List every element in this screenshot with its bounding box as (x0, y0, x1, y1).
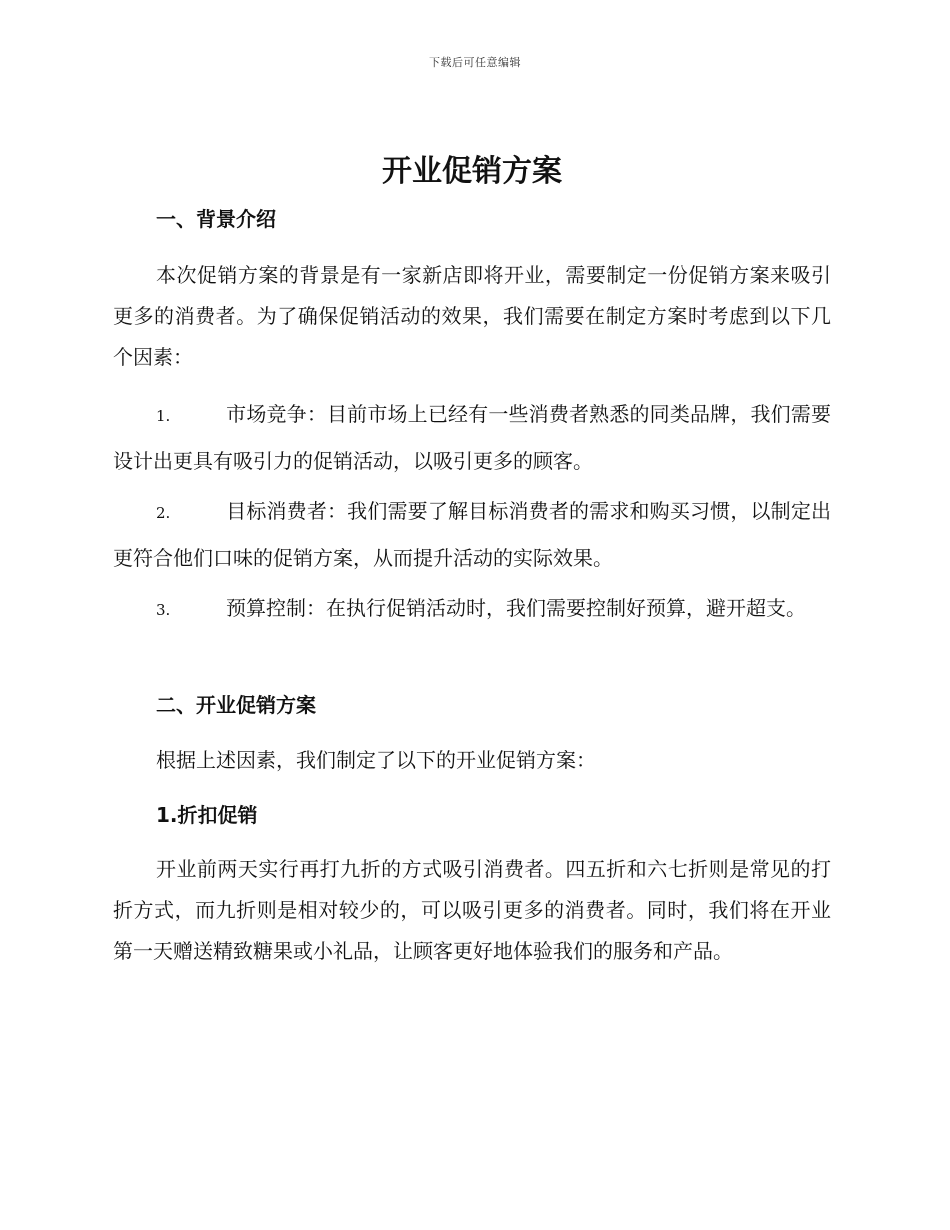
section-heading-background: 一、背景介绍 (156, 207, 276, 231)
document-title: 开业促销方案 (382, 154, 562, 189)
list-number: 1. (156, 407, 171, 425)
list-number: 2. (156, 504, 171, 522)
promotion-plan-intro: 根据上述因素，我们制定了以下的开业促销方案： (156, 748, 596, 772)
list-item-target-consumers (113, 489, 831, 581)
list-item-budget-control (113, 586, 831, 633)
discount-paragraph: 开业前两天实行再打九折的方式吸引消费者。四五折和六七折则是常见的打折方式，而九折则是相对较少的，可以吸引更多的消费者。同时，我们将在开业第一天赠送精致糖果或小礼品，让顾客更好地体验我们的服务和产品。 (113, 857, 831, 963)
list-item-text: 目标消费者：我们需要了解目标消费者的需求和购买习惯，以制定出更符合他们口味的促销方案，从而提升活动的实际效果。 (113, 499, 831, 570)
list-item-text: 预算控制：在执行促销活动时，我们需要控制好预算，避开超支。 (226, 596, 806, 620)
background-intro-paragraph: 本次促销方案的背景是有一家新店即将开业，需要制定一份促销方案来吸引更多的消费者。为了确保促销活动的效果，我们需要在制定方案时考虑到以下几个因素： (113, 263, 831, 369)
list-item-text: 市场竞争：目前市场上已经有一些消费者熟悉的同类品牌，我们需要设计出更具有吸引力的促销活动，以吸引更多的顾客。 (113, 402, 831, 473)
header-note: 下载后可任意编辑 (429, 56, 521, 69)
subsection-heading-discount: 1.折扣促销 (156, 803, 258, 827)
section-heading-promotion-plan: 二、开业促销方案 (156, 693, 316, 717)
list-number: 3. (156, 601, 171, 619)
list-item-market-competition (113, 392, 831, 484)
